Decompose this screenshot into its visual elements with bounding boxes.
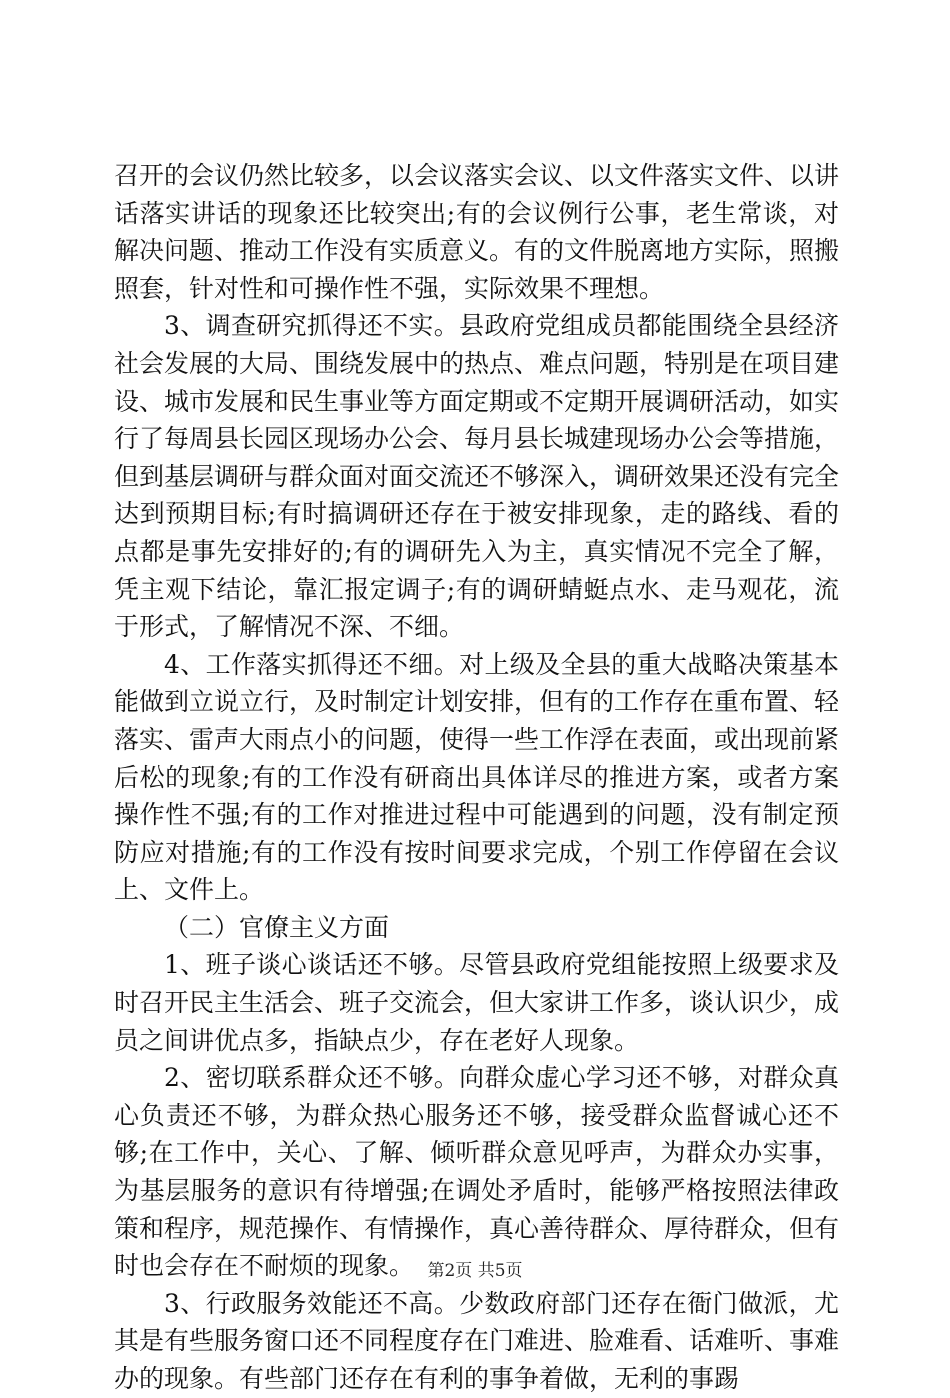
section-heading-bureaucratism: （二）官僚主义方面 <box>164 912 390 942</box>
page-number-footer: 第2页 共5页 <box>427 1261 523 1281</box>
paragraph-heart-to-heart-talks: 1、班子谈心谈话还不够。尽管县政府党组能按照上级要求及时召开民主生活会、班子交流会，但大家讲工作多，谈认识少，成员之间讲优点多，指缺点少，存在老好人现象。 <box>114 950 840 1055</box>
paragraph-admin-efficiency: 3、行政服务效能还不高。少数政府部门还存在衙门做派，尤其是有些服务窗口还不同程度存在门难进、脸难看、话难听、事难办的现象。有些部门还存在有利的事争着做，无利的事踢 <box>114 1288 840 1393</box>
paragraph-implementation: 4、工作落实抓得还不细。对上级及全县的重大战略决策基本能做到立说立行，及时制定计划安排，但有的工作存在重布置、轻落实、雷声大雨点小的问题，使得一些工作浮在表面，或出现前紧后松的现象;有的工作没有研商出具体详尽的推进方案，或者方案操作性不强;有的工作对推进过程中可能遇到的问题，没有制定预防应对措施;有的工作没有按时间要求完成，个别工作停留在会议上、文件上。 <box>114 649 840 905</box>
paragraph-investigation: 3、调查研究抓得还不实。县政府党组成员都能围绕全县经济社会发展的大局、围绕发展中的热点、难点问题，特别是在项目建设、城市发展和民生事业等方面定期或不定期开展调研活动，如实行了每周县长园区现场办公会、每月县长城建现场办公会等措施，但到基层调研与群众面对面交流还不够深入，调研效果还没有完全达到预期目标;有时搞调研还存在于被安排现象，走的路线、看的点都是事先安排好的;有的调研先入为主，真实情况不完全了解，凭主观下结论，靠汇报定调子;有的调研蜻蜓点水、走马观花，流于形式，了解情况不深、不细。 <box>114 311 840 642</box>
paragraph-continuation: 召开的会议仍然比较多，以会议落实会议、以文件落实文件、以讲话落实讲话的现象还比较突出;有的会议例行公事，老生常谈，对解决问题、推动工作没有实质意义。有的文件脱离地方实际，照搬照套，针对性和可操作性不强，实际效果不理想。 <box>114 161 840 303</box>
paragraph-mass-contact: 2、密切联系群众还不够。向群众虚心学习还不够，对群众真心负责还不够，为群众热心服务还不够，接受群众监督诚心还不够;在工作中，关心、了解、倾听群众意见呼声，为群众办实事，为基层服务的意识有待增强;在调处矛盾时，能够严格按照法律政策和程序，规范操作、有情操作，真心善待群众、厚待群众，但有时也会存在不耐烦的现象。 <box>114 1063 840 1281</box>
document-body <box>114 157 839 1398</box>
